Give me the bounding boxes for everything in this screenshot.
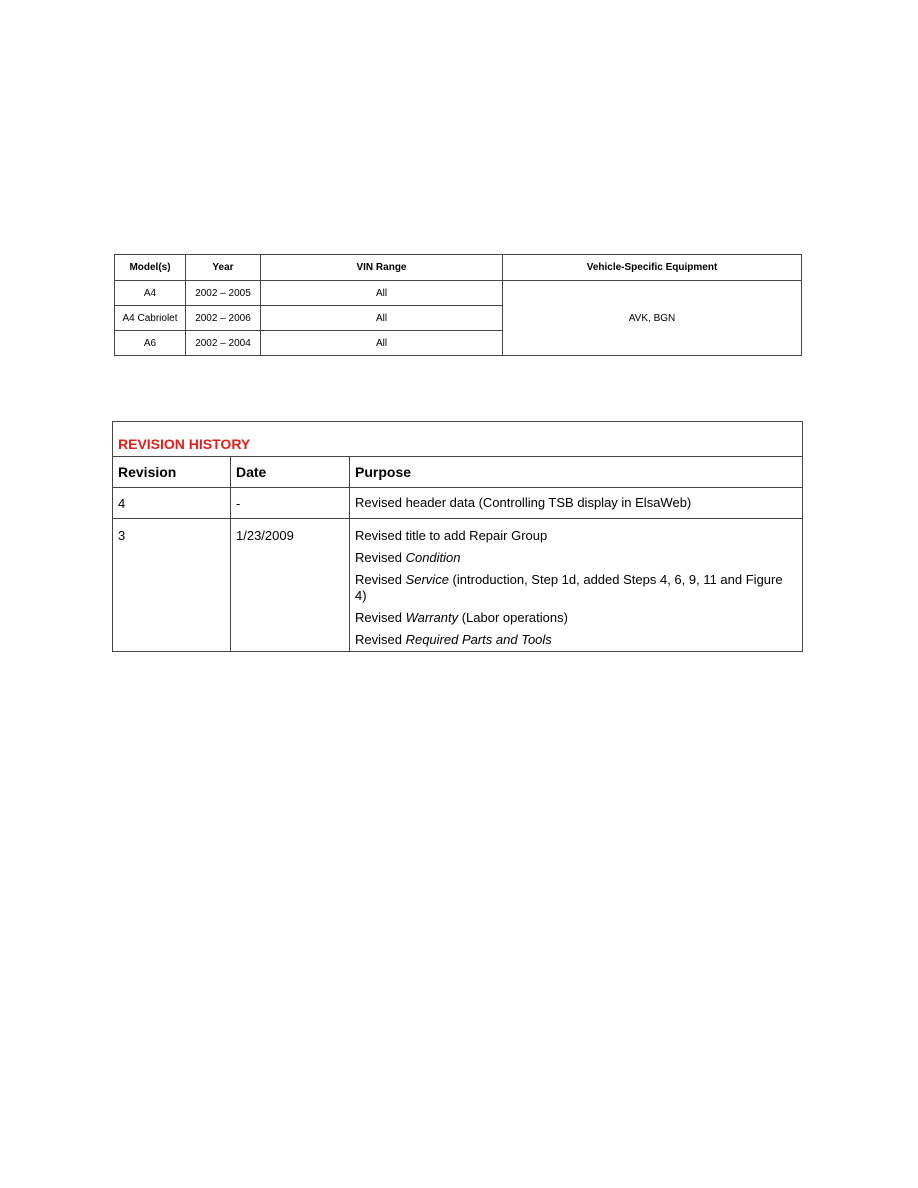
year-cell: 2002 – 2004 — [186, 331, 261, 356]
equipment-cell: AVK, BGN — [503, 281, 802, 356]
header-purpose: Purpose — [350, 457, 803, 488]
revision-date: - — [231, 488, 350, 519]
revision-header-row — [113, 457, 803, 488]
purpose-line: Revised title to add Repair Group — [355, 528, 548, 543]
header-models: Model(s) — [115, 255, 186, 281]
model-cell: A4 Cabriolet — [115, 306, 186, 331]
model-cell: A6 — [115, 331, 186, 356]
vehicle-table-header-row — [115, 255, 802, 281]
revision-date: 1/23/2009 — [231, 519, 350, 652]
vehicle-applicability-table — [114, 254, 802, 356]
revision-purpose — [350, 488, 803, 519]
table-row — [115, 281, 802, 306]
vin-cell: All — [261, 281, 503, 306]
year-cell: 2002 – 2005 — [186, 281, 261, 306]
header-year: Year — [186, 255, 261, 281]
model-cell: A4 — [115, 281, 186, 306]
purpose-line: Revised Service (introduction, Step 1d, added Steps 4, 6, 9, 11 and Figure 4) — [355, 572, 783, 603]
header-vehicle-equipment: Vehicle-Specific Equipment — [503, 255, 802, 281]
revision-number: 3 — [113, 519, 231, 652]
revision-number: 4 — [113, 488, 231, 519]
purpose-line: Revised Warranty (Labor operations) — [355, 610, 568, 625]
revision-history-title: REVISION HISTORY — [113, 422, 803, 457]
revision-history-table — [112, 421, 803, 652]
header-vin-range: VIN Range — [261, 255, 503, 281]
revision-title-row — [113, 422, 803, 457]
vin-cell: All — [261, 306, 503, 331]
purpose-line: Revised Condition — [355, 550, 461, 565]
table-row — [113, 488, 803, 519]
header-revision: Revision — [113, 457, 231, 488]
purpose-line: Revised Required Parts and Tools — [355, 632, 552, 647]
purpose-line: Revised header data (Controlling TSB display in ElsaWeb) — [355, 495, 692, 510]
revision-purpose — [350, 519, 803, 652]
header-date: Date — [231, 457, 350, 488]
year-cell: 2002 – 2006 — [186, 306, 261, 331]
table-row — [113, 519, 803, 652]
vin-cell: All — [261, 331, 503, 356]
